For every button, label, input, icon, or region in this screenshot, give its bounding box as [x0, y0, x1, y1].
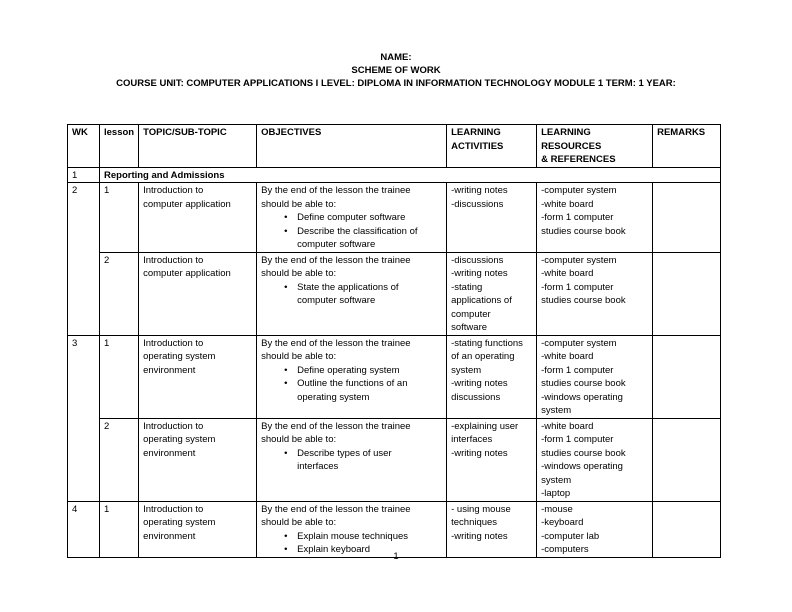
remarks-cell — [653, 501, 721, 557]
objective-item: • Define operating system — [297, 364, 442, 378]
topic-cell: Introduction to computer application — [139, 252, 257, 335]
table-row — [68, 418, 721, 501]
activities-cell: -stating functions of an operating system -writing notes discussions — [447, 335, 537, 418]
remarks-cell — [653, 418, 721, 501]
resources-cell: -mouse -keyboard -computer lab -computers — [537, 501, 653, 557]
objective-item: • Explain mouse techniques — [297, 530, 442, 544]
resources-cell: -computer system -white board -form 1 computer studies course book — [537, 252, 653, 335]
document-title: SCHEME OF WORK — [351, 65, 441, 76]
objectives-cell — [257, 335, 447, 418]
header-learning-resources: LEARNING RESOURCES & REFERENCES — [537, 125, 653, 168]
objectives-intro: By the end of the lesson the trainee should be able to: — [261, 254, 411, 279]
header-remarks: REMARKS — [653, 125, 721, 168]
lesson-cell: 1 — [100, 335, 139, 418]
remarks-cell — [653, 183, 721, 253]
objectives-cell — [257, 252, 447, 335]
table-header-row — [68, 125, 721, 168]
header-objectives: OBJECTIVES — [257, 125, 447, 168]
wk-cell: 1 — [68, 167, 100, 183]
objectives-list — [261, 211, 442, 252]
week-activity-cell: Reporting and Admissions — [100, 167, 721, 183]
objectives-intro: By the end of the lesson the trainee should be able to: — [261, 503, 411, 528]
table-row — [68, 501, 721, 557]
objectives-intro: By the end of the lesson the trainee should be able to: — [261, 185, 411, 210]
header-learning-activities: LEARNING ACTIVITIES — [447, 125, 537, 168]
objectives-list — [261, 447, 442, 474]
activities-cell: - using mouse techniques -writing notes — [447, 501, 537, 557]
topic-cell: Introduction to operating system environment — [139, 418, 257, 501]
remarks-cell — [653, 335, 721, 418]
table-row — [68, 183, 721, 253]
wk-cell: 2 — [68, 183, 100, 336]
objectives-cell — [257, 183, 447, 253]
lesson-cell: 2 — [100, 252, 139, 335]
lesson-cell: 1 — [100, 501, 139, 557]
objectives-list — [261, 281, 442, 308]
objectives-intro: By the end of the lesson the trainee should be able to: — [261, 337, 411, 362]
objectives-cell — [257, 501, 447, 557]
table-row — [68, 335, 721, 418]
objective-item: • Outline the functions of an operating system — [297, 377, 442, 404]
lesson-cell: 1 — [100, 183, 139, 253]
objectives-intro: By the end of the lesson the trainee should be able to: — [261, 420, 411, 445]
objectives-cell — [257, 418, 447, 501]
header-topic: TOPIC/SUB-TOPIC — [139, 125, 257, 168]
activities-cell: -discussions -writing notes -stating applications of computer software — [447, 252, 537, 335]
header-wk: WK — [68, 125, 100, 168]
lesson-cell: 2 — [100, 418, 139, 501]
resources-cell: -white board -form 1 computer studies course book -windows operating system -laptop — [537, 418, 653, 501]
activities-cell: -writing notes -discussions — [447, 183, 537, 253]
course-info-line: COURSE UNIT: COMPUTER APPLICATIONS I LEVEL: DIPLOMA IN INFORMATION TECHNOLOGY MODULE 1 TERM: 1 YEAR: — [116, 78, 676, 89]
page-number: 1 — [393, 551, 399, 562]
wk-cell: 4 — [68, 501, 100, 557]
table-row — [68, 167, 721, 183]
resources-cell: -computer system -white board -form 1 computer studies course book -windows operating system — [537, 335, 653, 418]
wk-cell: 3 — [68, 335, 100, 501]
objective-item: • Describe types of user interfaces — [297, 447, 442, 474]
topic-cell: Introduction to computer application — [139, 183, 257, 253]
resources-cell: -computer system -white board -form 1 computer studies course book — [537, 183, 653, 253]
topic-cell: Introduction to operating system environment — [139, 335, 257, 418]
remarks-cell — [653, 252, 721, 335]
table-row — [68, 252, 721, 335]
objective-item: • Explain keyboard — [297, 543, 442, 557]
objective-item: • Describe the classification of computer software — [297, 225, 442, 252]
objective-item: • Define computer software — [297, 211, 442, 225]
objective-item: • State the applications of computer software — [297, 281, 442, 308]
objectives-list — [261, 364, 442, 405]
name-label: NAME: — [380, 52, 412, 63]
topic-cell: Introduction to operating system environment — [139, 501, 257, 557]
header-lesson: lesson — [100, 125, 139, 168]
scheme-of-work-table — [67, 124, 721, 558]
activities-cell: -explaining user interfaces -writing notes — [447, 418, 537, 501]
